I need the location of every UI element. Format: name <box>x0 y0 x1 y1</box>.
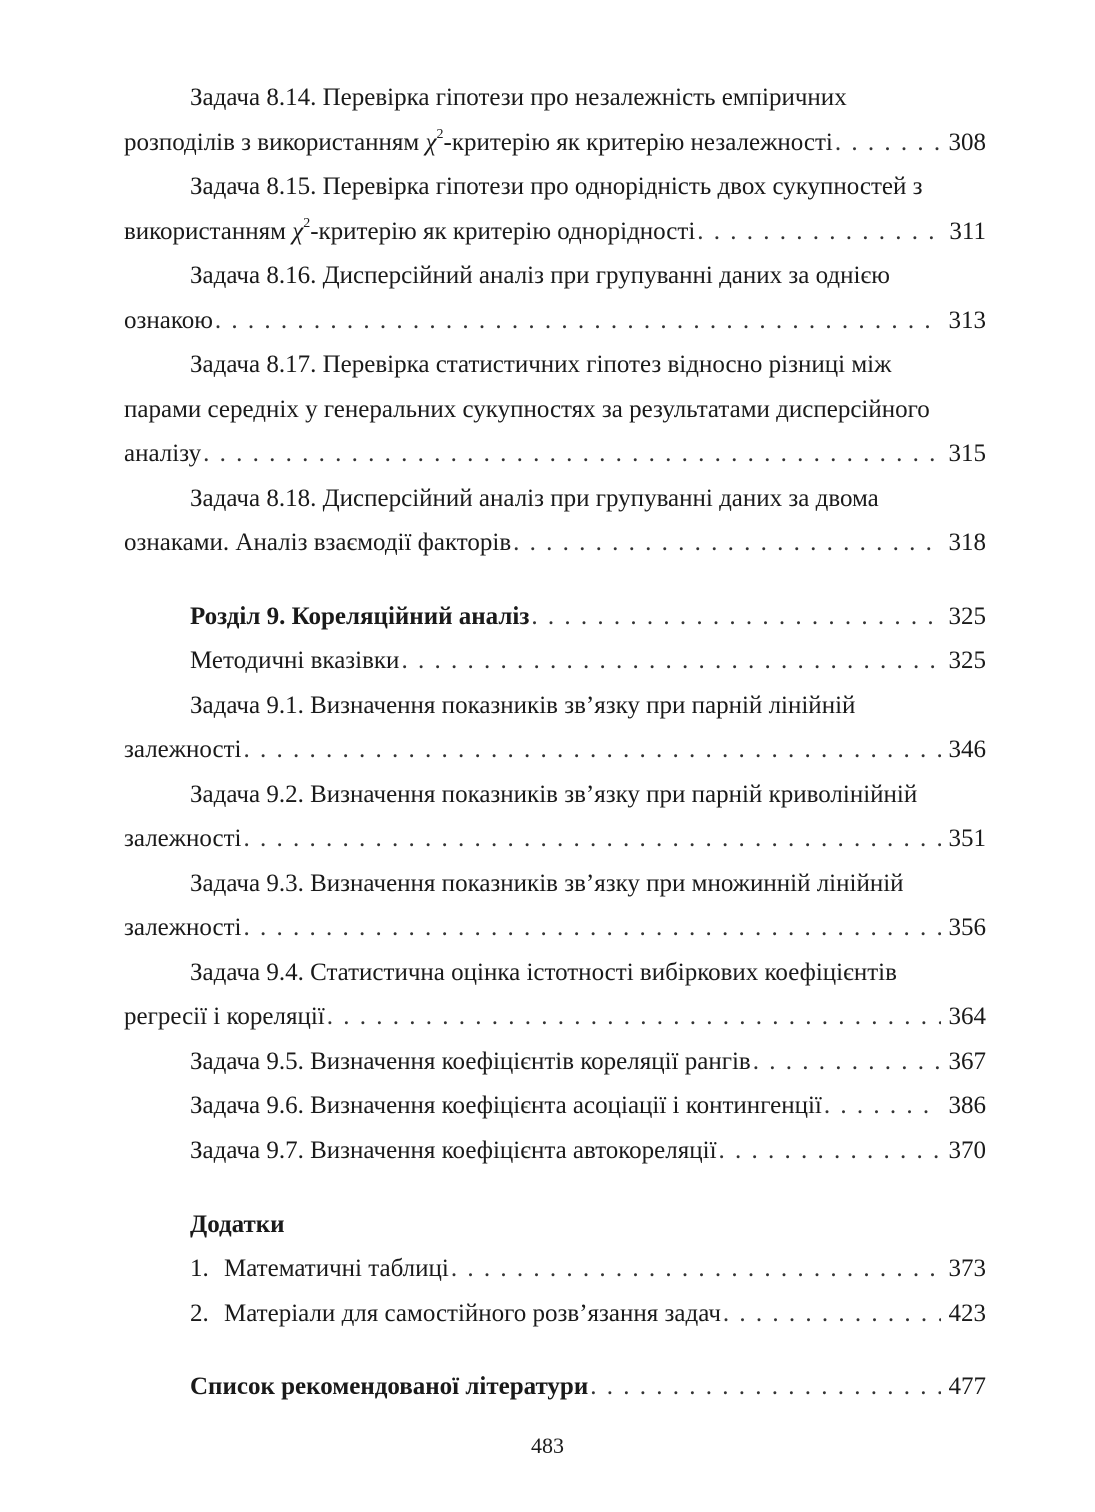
dot-leader <box>835 126 941 160</box>
toc-entry-9-5: Задача 9.5. Визначення коефіцієнтів кореляції рангів . . . 367 <box>190 1045 986 1079</box>
toc-entry-8-14: розподілів з використанням $\chi^2$-критерію як критерію незалежності . . . 308 <box>124 126 986 160</box>
page-ref: 315 <box>948 440 986 467</box>
toc-entry-8-15-line1: Задача 8.15. Перевірка гіпотези про однорідність двох сукупностей з <box>190 173 923 200</box>
dot-leader <box>590 1370 940 1404</box>
page-ref: 313 <box>948 307 986 334</box>
toc-entry-8-15: використанням $\chi^2$-критерію як критерію однорідності . . . 311 <box>124 215 986 249</box>
dot-leader <box>244 733 941 767</box>
toc-entry-8-14-line1: Задача 8.14. Перевірка гіпотези про незалежність емпіричних <box>190 84 847 111</box>
toc-entry-9-3: залежності . . . 356 <box>124 911 986 945</box>
toc-entry-9-2: залежності . . . 351 <box>124 822 986 856</box>
page-ref: 367 <box>948 1048 986 1075</box>
toc-entry-9-3-line1: Задача 9.3. Визначення показників зв’язку при множинній лінійній <box>190 870 904 897</box>
page-ref: 325 <box>948 647 986 674</box>
toc-references: Список рекомендованої літератури . . . 477 <box>190 1370 986 1404</box>
dot-leader <box>824 1089 941 1123</box>
page-ref: 325 <box>948 603 986 630</box>
page-ref: 356 <box>948 914 986 941</box>
toc-entry-9-4: регресії і кореляції . . . 364 <box>124 1000 986 1034</box>
dot-leader <box>327 1000 941 1034</box>
page-ref: 311 <box>949 218 986 245</box>
page-ref: 308 <box>948 129 986 156</box>
page-ref: 364 <box>948 1003 986 1030</box>
toc-entry-8-16: ознакою . . . 313 <box>124 304 986 338</box>
toc-entry-8-18: ознаками. Аналіз взаємодії факторів . . . 318 <box>124 526 986 560</box>
toc-entry-8-18-line1: Задача 8.18. Дисперсійний аналіз при групуванні даних за двома <box>190 485 879 512</box>
dot-leader <box>215 304 941 338</box>
toc-entry-8-17-line2: парами середніх у генеральних сукупностях за результатами дисперсійного <box>124 396 930 423</box>
dot-leader <box>531 600 940 634</box>
dot-leader <box>719 1134 941 1168</box>
dot-leader <box>697 215 941 249</box>
dot-leader <box>203 437 940 471</box>
toc-entry-9-4-line1: Задача 9.4. Статистична оцінка істотності вибіркових коефіцієнтів <box>190 959 897 986</box>
page-ref: 477 <box>948 1373 986 1400</box>
page-ref: 370 <box>948 1137 986 1164</box>
toc-entry-methodical: Методичні вказівки . . . 325 <box>190 644 986 678</box>
toc-entry-8-16-line1: Задача 8.16. Дисперсійний аналіз при групуванні даних за однією <box>190 262 890 289</box>
toc-entry-9-1: залежності . . . 346 <box>124 733 986 767</box>
page-ref: 351 <box>948 825 986 852</box>
page-ref: 346 <box>948 736 986 763</box>
toc-entry-9-7: Задача 9.7. Визначення коефіцієнта автокореляції . . . 370 <box>190 1134 986 1168</box>
appendix-heading: Додатки <box>190 1211 285 1238</box>
dot-leader <box>401 644 940 678</box>
dot-leader <box>244 911 941 945</box>
toc-entry-8-17: аналізу . . . 315 <box>124 437 986 471</box>
dot-leader <box>723 1297 941 1331</box>
dot-leader <box>513 526 940 560</box>
appendix-item-1: 1. Математичні таблиці . . . 373 <box>190 1252 986 1286</box>
appendix-item-2: 2. Матеріали для самостійного розв’язання задач . . . 423 <box>190 1297 986 1331</box>
toc-entry-9-1-line1: Задача 9.1. Визначення показників зв’язку при парній лінійній <box>190 692 856 719</box>
dot-leader <box>244 822 941 856</box>
dot-leader <box>753 1045 941 1079</box>
toc-entry-8-17-line1: Задача 8.17. Перевірка статистичних гіпотез відносно різниці між <box>190 351 892 378</box>
page-ref: 318 <box>948 529 986 556</box>
toc-entry-9-6: Задача 9.6. Визначення коефіцієнта асоціації і контингенції . . . 386 <box>190 1089 986 1123</box>
toc-entry-9-2-line1: Задача 9.2. Визначення показників зв’язку при парній криволінійній <box>190 781 918 808</box>
page-ref: 423 <box>948 1300 986 1327</box>
page-number: 483 <box>531 1433 564 1458</box>
page-ref: 373 <box>948 1255 986 1282</box>
dot-leader <box>451 1252 941 1286</box>
toc-section-9: Розділ 9. Кореляційний аналіз . . . 325 <box>190 600 986 634</box>
page-ref: 386 <box>948 1092 986 1119</box>
